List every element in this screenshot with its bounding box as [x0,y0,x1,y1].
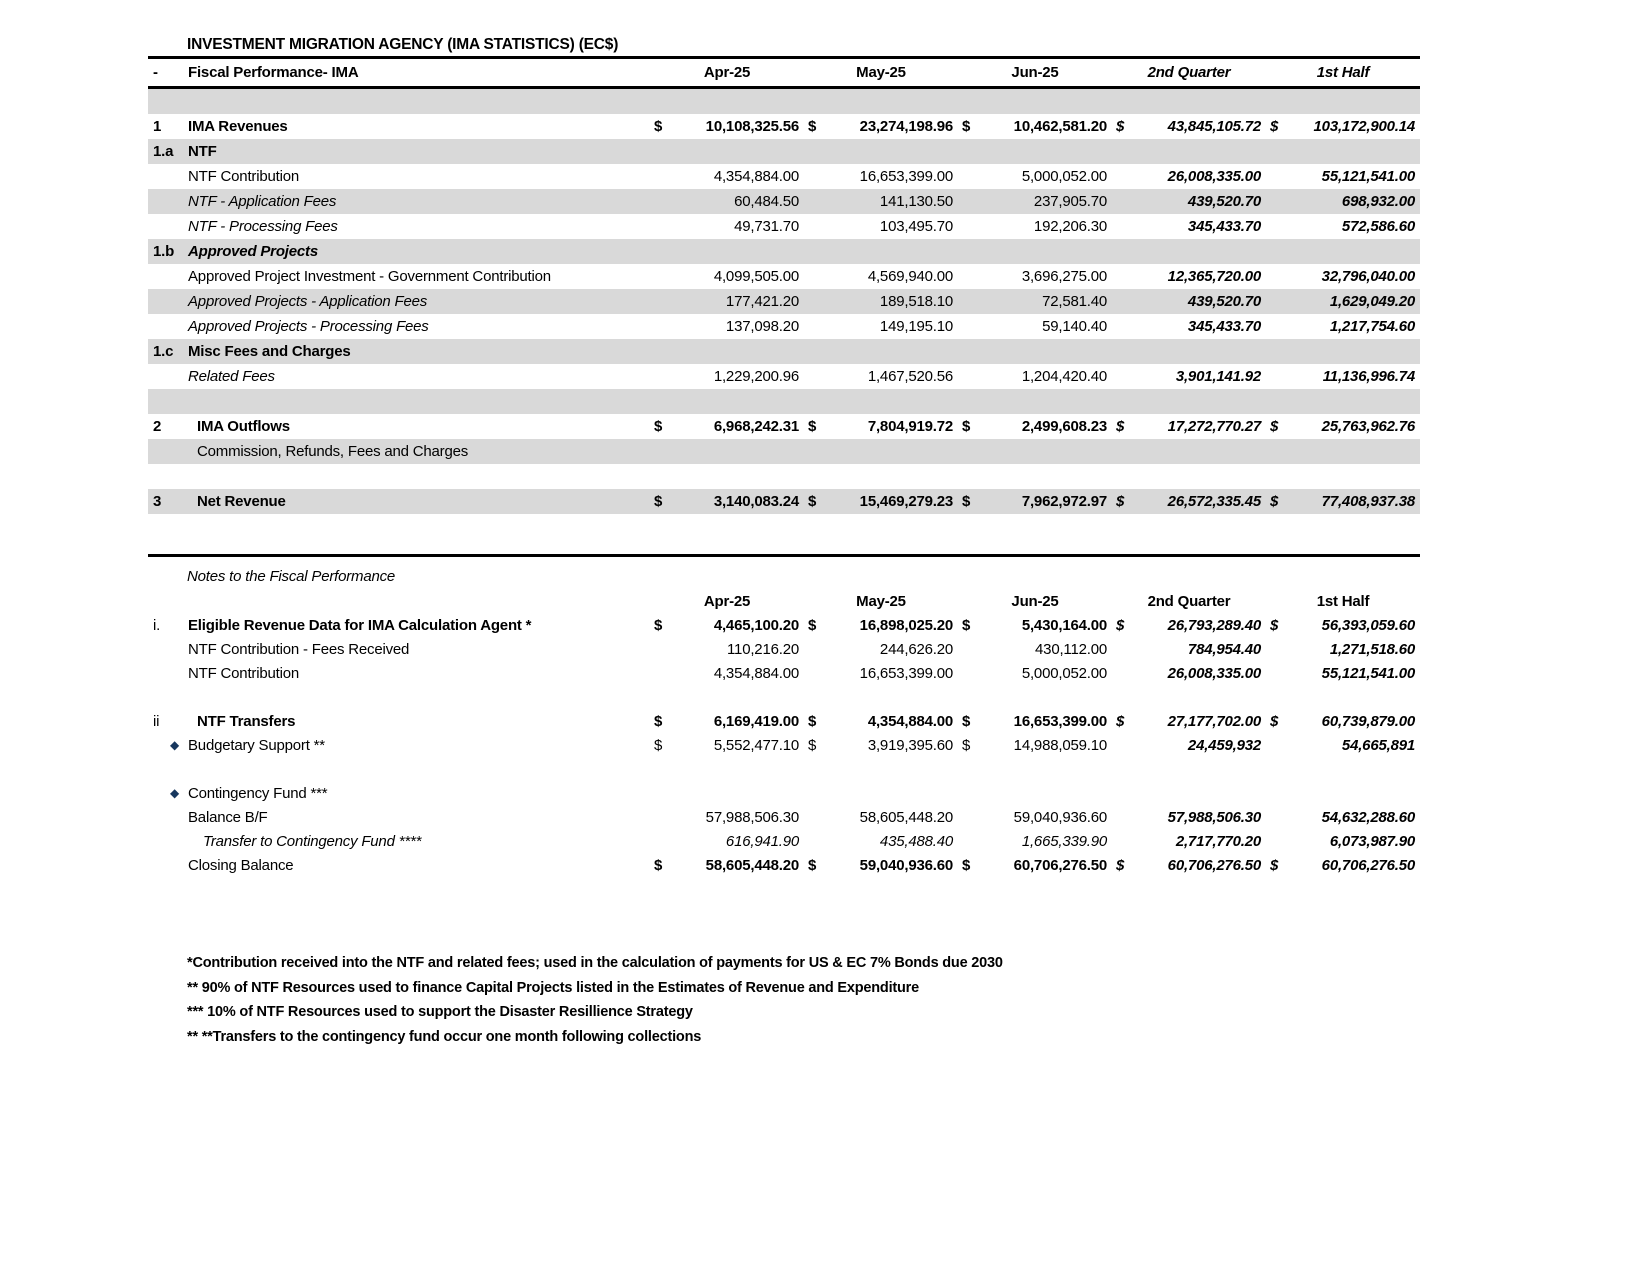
value-cell: 103,495.70 [879,218,953,235]
row-number-cell: 1.a [153,143,174,160]
value-cell: 14,988,059.10 [1013,736,1107,754]
value-cell: 141,130.50 [879,193,953,210]
row-label: Eligible Revenue Data for IMA Calculation Agent * [188,616,532,634]
fiscal-report-sheet [148,34,1420,1049]
row-number-cell: 3 [153,493,162,510]
value-cell: 103,172,900.14 [1313,118,1415,135]
value-cell: 4,354,884.00 [713,168,799,185]
value-cell: 58,605,448.20 [859,808,953,826]
value-cell: 572,586.60 [1341,218,1415,235]
value-cell: 59,040,936.60 [1013,808,1107,826]
row-label: NTF [188,143,217,160]
table-row [148,805,1420,829]
column-header-may-25: May-25 [856,64,906,81]
currency-symbol: $ [1270,712,1279,730]
table-row [148,414,1420,439]
currency-symbol: $ [1116,712,1125,730]
currency-symbol: $ [1116,418,1125,435]
row-label: Approved Projects - Processing Fees [188,318,429,335]
table-row [148,364,1420,389]
currency-symbol: $ [808,118,817,135]
value-cell: 2,717,770.20 [1175,832,1261,850]
column-header-jun-25: Jun-25 [1011,64,1059,81]
value-cell: 56,393,059.60 [1321,616,1415,634]
currency-symbol: $ [654,736,663,754]
blank-row [148,464,1420,489]
currency-symbol: $ [1270,118,1279,135]
table-row [148,709,1420,733]
currency-symbol: $ [808,616,817,634]
row-label: NTF - Processing Fees [188,218,338,235]
footnote-line: *Contribution received into the NTF and related fees; used in the calculation of payments for US & EC 7% Bonds due 2030 [187,955,1003,971]
value-cell: 43,845,105.72 [1167,118,1261,135]
report-title: INVESTMENT MIGRATION AGENCY (IMA STATISTICS) (EC$) [187,36,619,53]
table-row [148,489,1420,514]
value-cell: 3,696,275.00 [1021,268,1107,285]
value-cell: 15,469,279.23 [859,493,953,510]
currency-symbol: $ [654,616,663,634]
value-cell: 25,763,962.76 [1321,418,1415,435]
row-label: Commission, Refunds, Fees and Charges [197,443,469,460]
value-cell: 60,739,879.00 [1321,712,1415,730]
value-cell: 110,216.20 [727,640,799,658]
currency-symbol: $ [1116,493,1125,510]
value-cell: 6,968,242.31 [713,418,799,435]
value-cell: 16,653,399.00 [1013,712,1107,730]
value-cell: 192,206.30 [1033,218,1107,235]
currency-symbol: $ [654,856,663,874]
value-cell: 430,112.00 [1035,640,1107,658]
value-cell: 3,919,395.60 [867,736,953,754]
row-label: NTF Contribution [188,168,300,185]
footnote-line: *** 10% of NTF Resources used to support the Disaster Resillience Strategy [187,1004,693,1020]
value-cell: 26,793,289.40 [1167,616,1261,634]
value-cell: 435,488.40 [879,832,953,850]
table-row [148,661,1420,685]
value-cell: 6,073,987.90 [1329,832,1415,850]
value-cell: 3,901,141.92 [1175,368,1261,385]
row-number-cell: i. [153,616,161,634]
footnote-line: ** 90% of NTF Resources used to finance Capital Projects listed in the Estimates of Revenue and Expenditure [187,979,919,996]
value-cell: 26,572,335.45 [1167,493,1261,510]
row-number-cell: 1 [153,118,162,135]
currency-symbol: $ [1116,856,1125,874]
table-row [148,829,1420,853]
currency-symbol: $ [1270,493,1279,510]
table-row [148,733,1420,757]
value-cell: 12,365,720.00 [1167,268,1261,285]
currency-symbol: $ [962,856,971,874]
table-row [148,189,1420,214]
table-row [148,339,1420,364]
blank-row [148,757,1420,781]
currency-symbol: $ [1116,118,1125,135]
row-label: Approved Project Investment - Government Contribution [188,268,551,285]
table-row [148,264,1420,289]
value-cell: 55,121,541.00 [1321,168,1415,185]
value-cell: 2,499,608.23 [1021,418,1107,435]
table-row [148,637,1420,661]
value-cell: 4,354,884.00 [713,664,799,682]
header-label: Fiscal Performance- IMA [188,64,359,81]
value-cell: 49,731.70 [734,218,799,235]
value-cell: 1,665,339.90 [1021,832,1107,850]
value-cell: 54,665,891 [1341,736,1415,754]
row-label: Net Revenue [197,493,286,510]
currency-symbol: $ [654,493,663,510]
value-cell: 54,632,288.60 [1321,808,1415,826]
value-cell: 57,988,506.30 [705,808,799,826]
value-cell: 784,954.40 [1187,640,1261,658]
currency-symbol: $ [808,856,817,874]
value-cell: 5,552,477.10 [713,736,799,754]
value-cell: 10,462,581.20 [1013,118,1107,135]
blank-row [148,389,1420,414]
currency-symbol: $ [962,736,971,754]
row-label: IMA Outflows [197,418,290,435]
value-cell: 6,169,419.00 [713,712,799,730]
value-cell: 439,520.70 [1187,293,1261,310]
column-header-1st-half: 1st Half [1316,64,1370,81]
column-header-2nd-quarter: 2nd Quarter [1147,64,1231,81]
row-label: Approved Projects - Application Fees [188,293,428,310]
main-table-body [148,89,1420,514]
value-cell: 1,204,420.40 [1021,368,1107,385]
column-header-may-25: May-25 [856,592,906,610]
table-row [148,439,1420,464]
row-number-cell [148,786,188,800]
row-number-cell: 1.c [153,343,174,360]
row-label: Related Fees [188,368,275,385]
row-number-cell: 1.b [153,243,175,260]
currency-symbol: $ [654,418,663,435]
column-header-2nd-quarter: 2nd Quarter [1147,592,1231,610]
column-header-jun-25: Jun-25 [1011,592,1059,610]
notes-title: Notes to the Fiscal Performance [187,568,396,585]
row-label: Budgetary Support ** [188,736,325,754]
value-cell: 345,433.70 [1187,318,1261,335]
value-cell: 439,520.70 [1187,193,1261,210]
notes-table-body [148,613,1420,877]
value-cell: 1,467,520.56 [867,368,953,385]
row-label: NTF - Application Fees [188,193,337,210]
currency-symbol: $ [808,736,817,754]
row-label: NTF Contribution - Fees Received [188,640,410,658]
value-cell: 177,421.20 [725,293,799,310]
value-cell: 1,217,754.60 [1329,318,1415,335]
value-cell: 57,988,506.30 [1167,808,1261,826]
table-row [148,164,1420,189]
row-label: Approved Projects [188,243,318,260]
column-header-apr-25: Apr-25 [703,592,751,610]
table-row [148,781,1420,805]
row-label: NTF Transfers [197,712,296,730]
row-label: Contingency Fund *** [188,784,328,802]
currency-symbol: $ [962,118,971,135]
value-cell: 60,484.50 [734,193,799,210]
currency-symbol: $ [962,418,971,435]
row-label: Closing Balance [188,856,294,874]
value-cell: 27,177,702.00 [1167,712,1261,730]
currency-symbol: $ [808,493,817,510]
table-row [148,139,1420,164]
column-header-apr-25: Apr-25 [703,64,751,81]
currency-symbol: $ [654,118,663,135]
value-cell: 616,941.90 [725,832,799,850]
footnote-line: ** **Transfers to the contingency fund occur one month following collections [187,1028,702,1045]
value-cell: 5,000,052.00 [1021,168,1107,185]
value-cell: 1,271,518.60 [1329,640,1415,658]
row-label: Misc Fees and Charges [188,343,351,360]
value-cell: 10,108,325.56 [705,118,799,135]
row-label: NTF Contribution [188,664,300,682]
row-number-cell [148,738,188,752]
blank-row [148,89,1420,114]
currency-symbol: $ [1270,856,1279,874]
footnotes [148,951,1420,1049]
table-row [148,239,1420,264]
currency-symbol: $ [654,712,663,730]
currency-symbol: $ [962,712,971,730]
value-cell: 24,459,932 [1187,736,1261,754]
table-row [148,853,1420,877]
value-cell: 3,140,083.24 [713,493,799,510]
value-cell: 5,000,052.00 [1021,664,1107,682]
value-cell: 244,626.20 [879,640,953,658]
value-cell: 345,433.70 [1187,218,1261,235]
table-row [148,214,1420,239]
value-cell: 4,569,940.00 [867,268,953,285]
value-cell: 7,804,919.72 [867,418,953,435]
value-cell: 149,195.10 [879,318,953,335]
value-cell: 189,518.10 [879,293,953,310]
currency-symbol: $ [1116,616,1125,634]
value-cell: 60,706,276.50 [1013,856,1107,874]
value-cell: 77,408,937.38 [1321,493,1415,510]
value-cell: 32,796,040.00 [1321,268,1415,285]
currency-symbol: $ [1270,616,1279,634]
value-cell: 5,430,164.00 [1021,616,1107,634]
value-cell: 16,653,399.00 [859,168,953,185]
row-number-cell: 2 [153,418,162,435]
value-cell: 26,008,335.00 [1167,664,1261,682]
value-cell: 59,140.40 [1042,318,1107,335]
value-cell: 4,099,505.00 [713,268,799,285]
value-cell: 72,581.40 [1042,293,1107,310]
table-row [148,613,1420,637]
row-label: IMA Revenues [188,118,288,135]
value-cell: 137,098.20 [725,318,799,335]
value-cell: 7,962,972.97 [1021,493,1107,510]
table-row [148,314,1420,339]
value-cell: 698,932.00 [1341,193,1415,210]
value-cell: 60,706,276.50 [1321,856,1415,874]
value-cell: 1,229,200.96 [713,368,799,385]
currency-symbol: $ [1270,418,1279,435]
currency-symbol: $ [808,418,817,435]
value-cell: 55,121,541.00 [1321,664,1415,682]
value-cell: 1,629,049.20 [1329,293,1415,310]
diamond-bullet-icon: ◆ [169,786,179,800]
value-cell: 59,040,936.60 [859,856,953,874]
value-cell: 23,274,198.96 [859,118,953,135]
diamond-bullet-icon: ◆ [169,738,179,752]
header-number-cell: - [153,64,158,81]
row-label: Balance B/F [188,808,268,826]
value-cell: 16,653,399.00 [859,664,953,682]
value-cell: 60,706,276.50 [1167,856,1261,874]
table-row [148,289,1420,314]
value-cell: 26,008,335.00 [1167,168,1261,185]
blank-row [148,685,1420,709]
value-cell: 16,898,025.20 [859,616,953,634]
value-cell: 58,605,448.20 [705,856,799,874]
table-row [148,114,1420,139]
main-table-header-row [148,59,1420,86]
value-cell: 11,136,996.74 [1322,368,1415,385]
currency-symbol: $ [962,616,971,634]
value-cell: 4,465,100.20 [713,616,799,634]
row-label: Transfer to Contingency Fund **** [203,832,422,850]
currency-symbol: $ [808,712,817,730]
column-header-1st-half: 1st Half [1316,592,1370,610]
value-cell: 4,354,884.00 [867,712,953,730]
notes-header-row [148,589,1420,613]
row-number-cell: ii [153,712,160,730]
currency-symbol: $ [962,493,971,510]
value-cell: 237,905.70 [1033,193,1107,210]
value-cell: 17,272,770.27 [1167,418,1261,435]
